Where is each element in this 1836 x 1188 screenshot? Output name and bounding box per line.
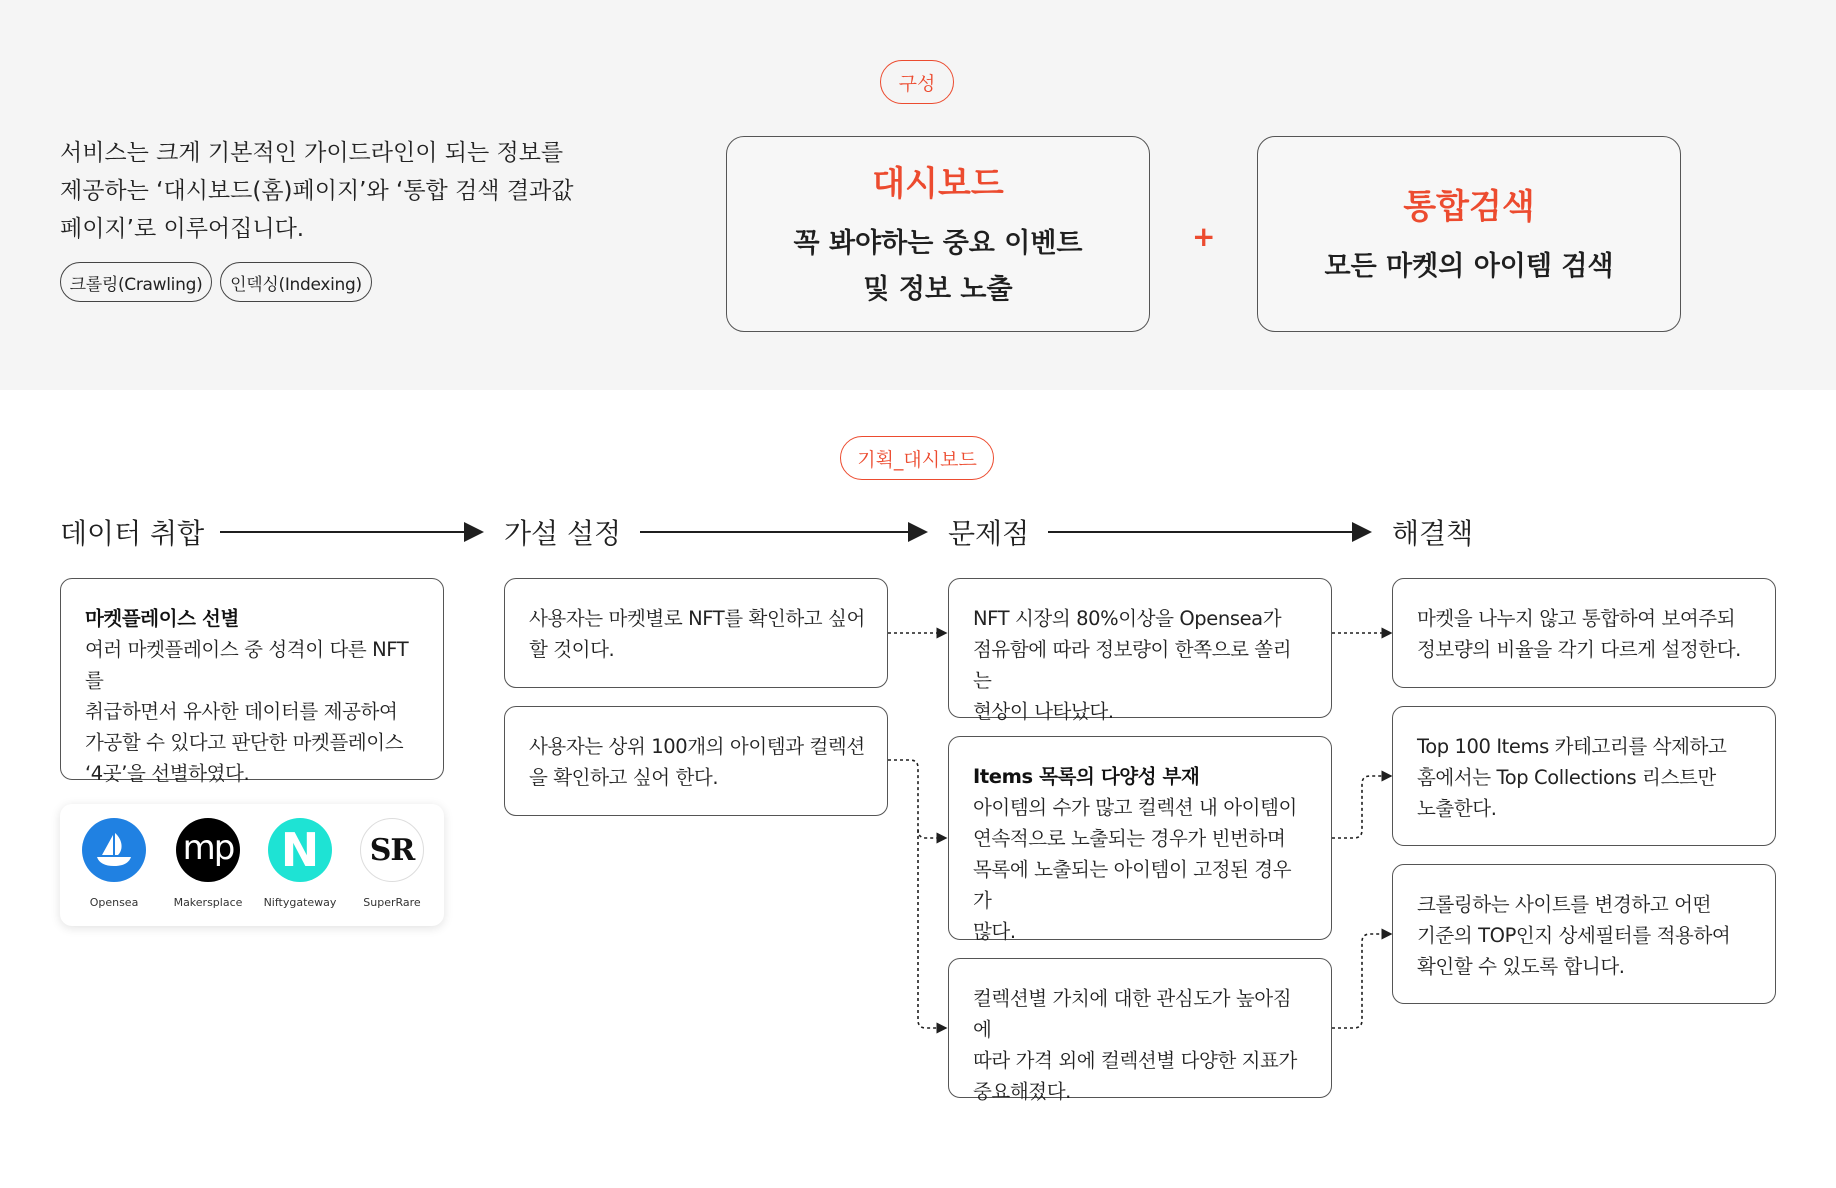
solution-card-2 xyxy=(1392,706,1776,846)
logo-superrare xyxy=(348,818,436,909)
logo-makersplace xyxy=(164,818,252,909)
card-line: 따라 가격 외에 컬렉션별 다양한 지표가 xyxy=(973,1049,1297,1072)
card-line: 여러 마켓플레이스 중 성격이 다른 NFT를 xyxy=(85,638,409,692)
card-line: 정보량의 비율을 각기 다르게 설정한다. xyxy=(1417,638,1741,661)
card-line: 많다. xyxy=(973,920,1016,943)
mp-logo-icon xyxy=(176,818,240,882)
card-line: 현상이 나타났다. xyxy=(973,700,1114,723)
connector-h2-p2 xyxy=(888,760,946,838)
stage-hypothesis: 가설 설정 xyxy=(504,517,622,550)
card-line: 아이템의 수가 많고 컬렉션 내 아이템이 xyxy=(973,796,1297,819)
solution-card-1 xyxy=(1392,578,1776,688)
card-line: 확인할 수 있도록 합니다. xyxy=(1417,955,1625,978)
card-line: 크롤링하는 사이트를 변경하고 어떤 xyxy=(1417,893,1711,916)
connector-p2-s2 xyxy=(1332,776,1391,838)
mp-mark: mp xyxy=(182,828,234,868)
search-title: 통합검색 xyxy=(1403,186,1535,227)
card-line: 노출한다. xyxy=(1417,797,1497,820)
card-line: 연속적으로 노출되는 경우가 빈번하며 xyxy=(973,827,1286,850)
plus-icon: + xyxy=(1192,220,1216,253)
intro-line: 페이지’로 이루어집니다. xyxy=(60,216,305,242)
logo-name: Opensea xyxy=(89,896,139,909)
marketplace-logos xyxy=(60,804,444,926)
n-logo-icon xyxy=(268,818,332,882)
card-line: 가공할 수 있다고 판단한 마켓플레이스 xyxy=(85,731,404,754)
card-line: 점유함에 따라 정보량이 한쪽으로 쏠리는 xyxy=(973,638,1292,692)
card-line: 을 확인하고 싶어 한다. xyxy=(529,766,719,789)
sr-logo-icon xyxy=(360,818,424,882)
card-line: Top 100 Items 카테고리를 삭제하고 xyxy=(1417,735,1727,758)
dashboard-title: 대시보드 xyxy=(872,163,1004,204)
sr-mark: SR xyxy=(369,832,415,868)
dashboard-desc-line: 및 정보 노출 xyxy=(863,273,1013,305)
card-line: 사용자는 마켓별로 NFT를 확인하고 싶어 xyxy=(529,607,865,630)
n-mark: N xyxy=(280,823,320,877)
card-line: 홈에서는 Top Collections 리스트만 xyxy=(1417,766,1716,789)
logo-name: Makersplace xyxy=(173,896,243,909)
logo-name: SuperRare xyxy=(363,896,421,909)
search-desc-line: 모든 마켓의 아이템 검색 xyxy=(1324,250,1614,282)
card-line: 중요해졌다. xyxy=(973,1080,1071,1103)
logo-niftygateway xyxy=(256,818,344,909)
hypothesis-card-1 xyxy=(504,578,888,688)
intro-line: 서비스는 크게 기본적인 가이드라인이 되는 정보를 xyxy=(60,140,564,166)
hypothesis-card-2 xyxy=(504,706,888,816)
card-line: ‘4곳’을 선별하였다. xyxy=(85,762,250,785)
card-line: 기준의 TOP인지 상세필터를 적용하여 xyxy=(1417,924,1731,947)
card-line: 할 것이다. xyxy=(529,638,615,661)
problem-card-2 xyxy=(948,736,1332,943)
logo-name: Niftygateway xyxy=(263,896,337,909)
tag-crawling: 크롤링(Crawling) xyxy=(60,262,212,302)
intro-line: 제공하는 ‘대시보드(홈)페이지’와 ‘통합 검색 결과값 xyxy=(60,178,574,204)
connector-p3-s3 xyxy=(1332,934,1391,1028)
stage-solution: 해결책 xyxy=(1392,517,1474,550)
solution-card-3 xyxy=(1392,864,1776,1004)
marketplace-selection-card xyxy=(60,578,444,785)
tag-indexing: 인덱싱(Indexing) xyxy=(220,262,372,302)
problem-card-1 xyxy=(948,578,1332,723)
dashboard-desc-line: 꼭 봐야하는 중요 이벤트 xyxy=(793,227,1083,259)
problem-card-3 xyxy=(948,958,1332,1103)
stage-data-collection: 데이터 취합 xyxy=(60,517,205,550)
card-line: 취급하면서 유사한 데이터를 제공하여 xyxy=(85,700,398,723)
card-line: 마켓을 나누지 않고 통합하여 보여주되 xyxy=(1417,607,1736,630)
card-line: 사용자는 상위 100개의 아이템과 컬렉션 xyxy=(529,735,865,758)
stage-problem: 문제점 xyxy=(948,517,1030,550)
logo-opensea xyxy=(70,818,158,909)
card-line: 목록에 노출되는 아이템이 고정된 경우가 xyxy=(973,858,1292,912)
sailboat-icon xyxy=(82,818,146,882)
composition-badge: 구성 xyxy=(880,60,954,104)
card-title: 마켓플레이스 선별 xyxy=(85,607,239,630)
planning-badge: 기획_대시보드 xyxy=(840,436,994,480)
connector-h2-p3 xyxy=(918,830,946,1028)
card-title: Items 목록의 다양성 부재 xyxy=(973,765,1200,788)
card-line: 컬렉션별 가치에 대한 관심도가 높아짐에 xyxy=(973,987,1292,1041)
card-line: NFT 시장의 80%이상을 Opensea가 xyxy=(973,607,1282,630)
